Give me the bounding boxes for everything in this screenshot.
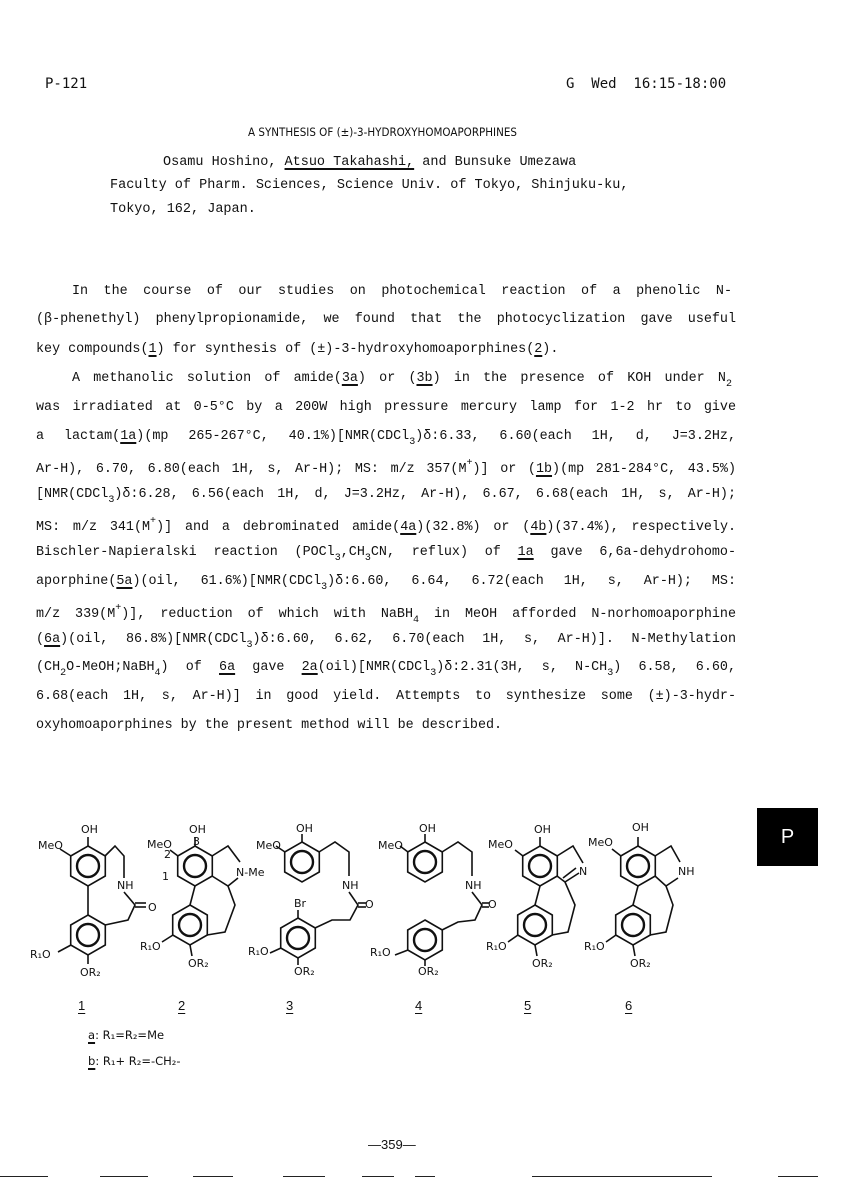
compound-number-6: 6 (625, 998, 633, 1013)
position-number: 3 (193, 835, 200, 848)
section-tab: P (757, 808, 818, 866)
footer-rule (193, 1176, 233, 1177)
footer-rule (283, 1176, 325, 1177)
atom-label: NH (465, 879, 482, 892)
structure-2 (140, 823, 265, 970)
bond (655, 876, 678, 886)
atom-label: R₁O (486, 940, 507, 953)
author: Osamu Hoshino, (163, 155, 285, 170)
bond (212, 876, 238, 886)
text-run: Ar-H), 6.70, 6.80(each 1H, s, Ar-H); MS: m/z 357(M (36, 462, 467, 477)
aromatic-circle (524, 914, 546, 936)
text-run: )δ:2.31(3H, s, N-CH (436, 660, 608, 675)
atom-label: OH (534, 823, 551, 836)
text-run: )(mp 265-267°C, 40.1%)[NMR(CDCl (136, 429, 410, 444)
aromatic-circle (529, 855, 551, 877)
aromatic-circle (179, 914, 201, 936)
text-run: key compounds( (36, 342, 149, 357)
atom-label: OR₂ (80, 966, 101, 979)
aromatic-circle (77, 924, 99, 946)
compound-number-2: 2 (178, 998, 186, 1013)
subscript: 3 (409, 437, 416, 448)
text-run: m/z 339(M (36, 607, 116, 622)
affiliation-line: Tokyo, 162, Japan. (110, 202, 256, 217)
compound-number-1: 1 (78, 998, 86, 1013)
text-run: )(oil, 61.6%)[NMR(CDCl (132, 574, 322, 589)
legend-text: : R₁+ R₂=-CH₂- (95, 1054, 181, 1068)
atom-label: OH (81, 823, 98, 836)
bond (58, 945, 71, 952)
author: and Bunsuke Umezawa (414, 155, 577, 170)
atom-label: OH (296, 822, 313, 835)
atom-label: OR₂ (294, 965, 315, 978)
compound-reference: 1a (517, 545, 534, 560)
subscript: 2 (725, 379, 732, 390)
text-run: )(mp 281-284°C, 43.5%) (552, 462, 736, 477)
compound-reference: 1 (148, 342, 157, 357)
footer-rule (778, 1176, 818, 1177)
atom-label: R₁O (584, 940, 605, 953)
bond (633, 886, 638, 905)
text-run: CN, reflux) of (370, 545, 518, 560)
atom-label: MeO (256, 839, 281, 852)
aromatic-circle (184, 855, 206, 877)
compound-reference: 6a (219, 660, 236, 675)
compound-reference: 2 (534, 342, 543, 357)
compound-reference: 6a (44, 632, 61, 647)
atom-label: O (488, 898, 497, 911)
bond (612, 849, 621, 856)
text-run: (oil)[NMR(CDCl (317, 660, 431, 675)
bond (315, 892, 358, 928)
atom-label: N (579, 865, 588, 878)
text-run: was irradiated at 0-5°C by a 200W high pressure mercury lamp for 1-2 hr to give (36, 400, 736, 415)
page-number: —359— (368, 1137, 416, 1152)
atom-label: OR₂ (418, 965, 439, 978)
bond (442, 842, 472, 876)
text-run: (CH (36, 660, 61, 675)
text-run: )δ:6.33, 6.60(each 1H, d, J=3.2Hz, (415, 429, 737, 444)
text-run: )δ:6.28, 6.56(each 1H, d, J=3.2Hz, Ar-H), 6.67, 6.68(each 1H, s, Ar-H); (114, 487, 736, 502)
text-run: 6.68(each 1H, s, Ar-H)] in good yield. Attempts to synthesize some (±)-3-hydr- (36, 689, 736, 704)
compound-number-4: 4 (415, 998, 423, 1013)
text-run: )] or ( (472, 462, 536, 477)
text-run: gave 6,6a-dehydrohomo- (533, 545, 736, 560)
atom-label: NH (117, 879, 134, 892)
atom-label: R₁O (370, 946, 391, 959)
bond (508, 935, 518, 942)
structure-1 (30, 823, 157, 979)
atom-label: Br (294, 897, 307, 910)
legend-key: a (88, 1028, 96, 1042)
position-number: 2 (164, 848, 171, 861)
text-run: )], reduction of which with NaBH (121, 607, 414, 622)
atom-label: MeO (147, 838, 172, 851)
aromatic-circle (627, 855, 649, 877)
subscript: 3 (321, 582, 328, 593)
bond (190, 886, 195, 905)
bond (212, 846, 240, 862)
atom-label: R₁O (140, 940, 161, 953)
superscript: + (150, 516, 157, 527)
subscript: 2 (60, 668, 67, 679)
superscript: + (115, 603, 122, 614)
text-run: ) 6.58, 6.60, (613, 660, 736, 675)
abstract-code: P-121 (45, 76, 88, 92)
subscript: 3 (607, 668, 614, 679)
subscript: 3 (334, 553, 341, 564)
text-run: MS: m/z 341(M (36, 520, 151, 535)
position-number: 1 (162, 870, 169, 883)
structure-6 (584, 821, 695, 970)
compound-reference: 4b (530, 520, 547, 535)
bond (105, 846, 124, 878)
text-run: O-MeOH;NaBH (66, 660, 155, 675)
text-run: )(37.4%), respectively. (546, 520, 737, 535)
atom-label: MeO (588, 836, 613, 849)
text-run: ,CH (340, 545, 365, 560)
legend-text: : R₁=R₂=Me (95, 1028, 165, 1042)
bond (655, 846, 680, 862)
text-run: )δ:6.60, 6.62, 6.70(each 1H, s, Ar-H)]. N-Methylation (252, 632, 736, 647)
atom-label: NH (342, 879, 359, 892)
subscript: 4 (154, 668, 161, 679)
superscript: + (466, 458, 473, 469)
text-run: oxyhomoaporphines by the present method will be described. (36, 718, 503, 733)
footer-rule (415, 1176, 435, 1177)
atom-label: OH (632, 821, 649, 834)
footer-rule (532, 1176, 712, 1177)
atom-label: O (148, 901, 157, 914)
text-run: In the course of our studies on photochemical reaction of a phenolic N- (72, 284, 732, 299)
atom-label: N-Me (236, 866, 265, 879)
legend-b (88, 1054, 181, 1068)
text-run: )(oil, 86.8%)[NMR(CDCl (60, 632, 247, 647)
text-run: in MeOH afforded N-norhomoaporphine (419, 607, 736, 622)
bond (552, 882, 575, 935)
bond (557, 846, 583, 863)
atom-label: OR₂ (188, 957, 209, 970)
subscript: 4 (413, 615, 420, 626)
bond (515, 850, 523, 856)
bond (395, 950, 408, 955)
aromatic-circle (414, 929, 436, 951)
presenting-author: Atsuo Takahashi, (284, 155, 415, 170)
text-run: ) of (160, 660, 220, 675)
legend-a (88, 1028, 164, 1042)
subscript: 3 (108, 495, 115, 506)
session-time: G Wed 16:15-18:00 (566, 76, 727, 92)
compound-reference: 5a (116, 574, 133, 589)
compound-reference: 4a (400, 520, 417, 535)
atom-label: OH (189, 823, 206, 836)
atom-label: OR₂ (630, 957, 651, 970)
bond (650, 886, 673, 935)
text-run: [NMR(CDCl (36, 487, 109, 502)
aromatic-circle (291, 851, 313, 873)
text-run: (β-phenethyl) phenylpropionamide, we found that the photocyclization gave useful (36, 312, 736, 327)
bond (535, 945, 537, 956)
bond (319, 842, 349, 876)
compound-reference: 3a (341, 371, 358, 386)
subscript: 3 (246, 640, 253, 651)
bond (162, 935, 173, 942)
atom-label: MeO (38, 839, 63, 852)
affiliation-line: Faculty of Pharm. Sciences, Science Univ. of Tokyo, Shinjuku-ku, (110, 178, 629, 193)
atom-label: O (365, 898, 374, 911)
compound-reference: 1a (120, 429, 137, 444)
paper-title: A SYNTHESIS OF (±)-3-HYDROXYHOMOAPORPHINES (248, 125, 517, 139)
subscript: 3 (364, 553, 371, 564)
text-run: aporphine( (36, 574, 117, 589)
compound-number-3: 3 (286, 998, 294, 1013)
atom-label: MeO (488, 838, 513, 851)
text-run: Bischler-Napieralski reaction (POCl (36, 545, 335, 560)
bond (270, 948, 281, 953)
text-run: )(32.8%) or ( (416, 520, 531, 535)
bond (105, 892, 135, 925)
atom-label: OR₂ (532, 957, 553, 970)
subscript: 3 (430, 668, 437, 679)
text-run: gave (235, 660, 302, 675)
text-run: ( (36, 632, 45, 647)
aromatic-circle (77, 855, 99, 877)
aromatic-circle (622, 914, 644, 936)
bond (606, 935, 616, 942)
footer-rule (100, 1176, 148, 1177)
footer-rule (362, 1176, 394, 1177)
compound-number-5: 5 (524, 998, 532, 1013)
text-run: )δ:6.60, 6.64, 6.72(each 1H, s, Ar-H); MS: (327, 574, 736, 589)
atom-label: OH (419, 822, 436, 835)
text-run: ) for synthesis of (±)-3-hydroxyhomoaporphines( (156, 342, 535, 357)
atom-label: R₁O (30, 948, 51, 961)
aromatic-circle (414, 851, 436, 873)
text-run: )] and a debrominated amide( (156, 520, 401, 535)
text-run: ) or ( (357, 371, 417, 386)
bond (633, 945, 635, 956)
atom-label: MeO (378, 839, 403, 852)
aromatic-circle (287, 927, 309, 949)
compound-reference: 1b (535, 462, 553, 477)
legend-key: b (88, 1054, 96, 1068)
atom-label: NH (678, 865, 695, 878)
atom-label: R₁O (248, 945, 269, 958)
footer-rule (0, 1176, 48, 1177)
bond (535, 886, 540, 905)
text-run: A methanolic solution of amide( (72, 371, 342, 386)
bond (207, 886, 235, 935)
compound-reference: 3b (416, 371, 433, 386)
bond (442, 892, 482, 930)
text-run: ). (542, 342, 559, 357)
text-run: ) in the presence of KOH under N (432, 371, 726, 386)
text-run: a lactam( (36, 429, 121, 444)
compound-reference: 2a (301, 660, 318, 675)
bond (190, 945, 192, 956)
